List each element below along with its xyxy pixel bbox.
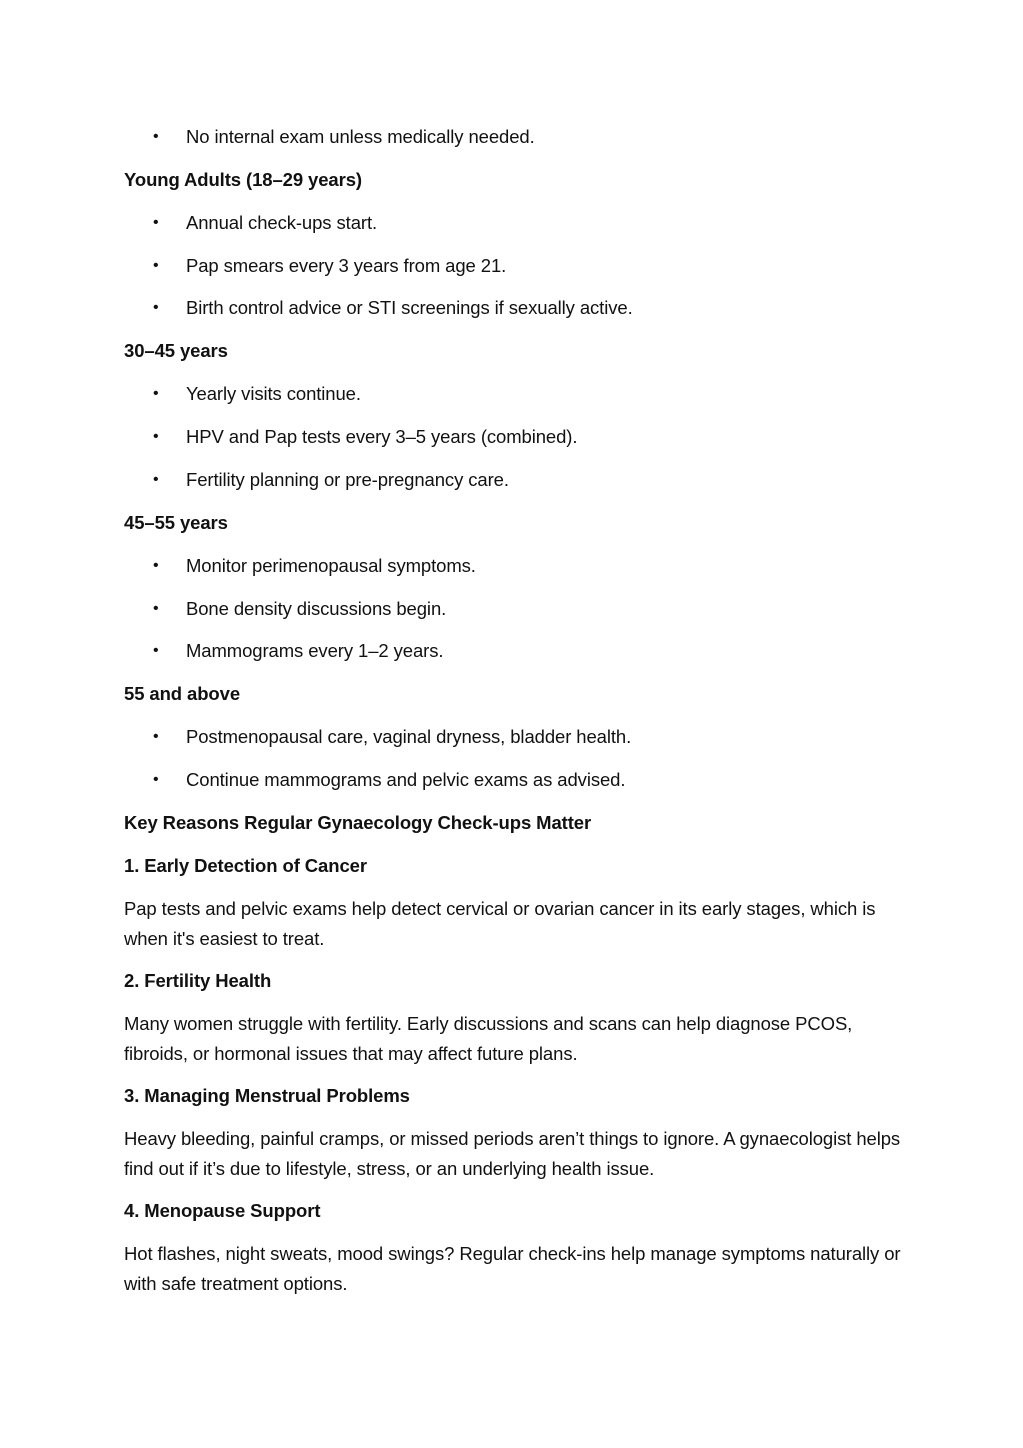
reason-paragraph: Many women struggle with fertility. Early discussions and scans can help diagnose PCOS, fibroids, or hormonal issues that may affect future plans. xyxy=(124,1013,853,1064)
bullet-marker: • xyxy=(153,128,159,145)
bullet-marker: • xyxy=(153,257,159,274)
list-item: Bone density discussions begin. xyxy=(186,598,447,619)
bullet-marker: • xyxy=(153,385,159,402)
bullet-marker: • xyxy=(153,771,159,788)
reasons-title: Key Reasons Regular Gynaecology Check-ups Matter xyxy=(124,812,592,833)
section-heading-55-above: 55 and above xyxy=(124,683,241,704)
reason-heading: 1. Early Detection of Cancer xyxy=(124,855,367,876)
list-item: Monitor perimenopausal symptoms. xyxy=(186,555,476,576)
bullet-marker: • xyxy=(153,557,159,574)
list-item: Pap smears every 3 years from age 21. xyxy=(186,255,507,276)
reason-paragraph: Heavy bleeding, painful cramps, or missed periods aren’t things to ignore. A gynaecologist helps find out if it’s due to lifestyle, stress, or an underlying health issue. xyxy=(124,1128,901,1179)
list-item: Birth control advice or STI screenings if sexually active. xyxy=(186,297,633,318)
list-item: Yearly visits continue. xyxy=(186,383,361,404)
list-item: Mammograms every 1–2 years. xyxy=(186,640,444,661)
list-item: Annual check-ups start. xyxy=(186,212,378,233)
list-item: HPV and Pap tests every 3–5 years (combined). xyxy=(186,426,578,447)
section-heading-young-adults: Young Adults (18–29 years) xyxy=(124,169,362,190)
list-item: No internal exam unless medically needed. xyxy=(186,126,535,147)
reason-heading: 2. Fertility Health xyxy=(124,970,272,991)
section-heading-45-55: 45–55 years xyxy=(124,512,228,533)
list-item: Fertility planning or pre-pregnancy care. xyxy=(186,469,509,490)
list-item: Postmenopausal care, vaginal dryness, bladder health. xyxy=(186,726,632,747)
section-heading-30-45: 30–45 years xyxy=(124,340,228,361)
list-item: Continue mammograms and pelvic exams as advised. xyxy=(186,769,626,790)
bullet-marker: • xyxy=(153,299,159,316)
reason-paragraph: Hot flashes, night sweats, mood swings? Regular check-ins help manage symptoms naturally or with safe treatment options. xyxy=(124,1243,901,1294)
bullet-marker: • xyxy=(153,642,159,659)
bullet-marker: • xyxy=(153,728,159,745)
bullet-marker: • xyxy=(153,214,159,231)
bullet-marker: • xyxy=(153,600,159,617)
reason-paragraph: Pap tests and pelvic exams help detect cervical or ovarian cancer in its early stages, which is when it's easiest to treat. xyxy=(124,898,876,949)
bullet-marker: • xyxy=(153,471,159,488)
reason-heading: 3. Managing Menstrual Problems xyxy=(124,1085,410,1106)
bullet-marker: • xyxy=(153,428,159,445)
reason-heading: 4. Menopause Support xyxy=(124,1200,321,1221)
